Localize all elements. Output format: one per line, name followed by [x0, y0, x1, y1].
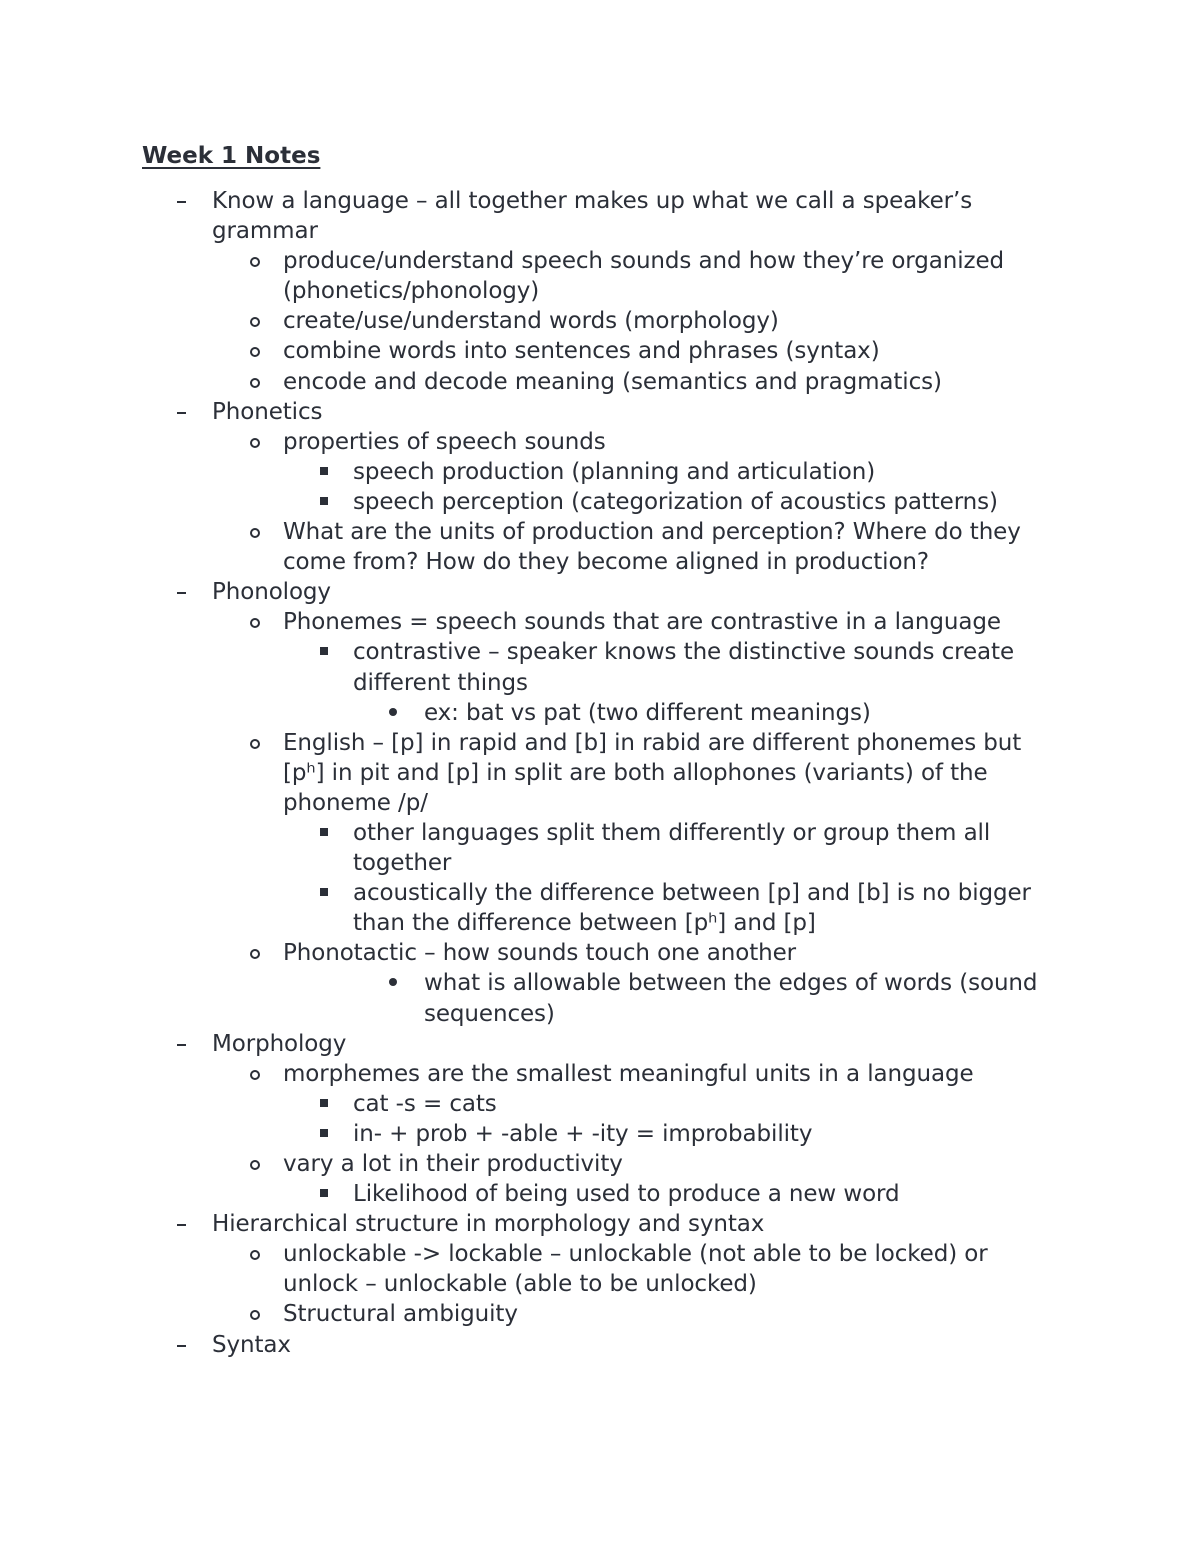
list-item-text: speech perception (categorization of acoustics patterns) [353, 488, 998, 515]
list-item-text: properties of speech sounds [283, 428, 606, 455]
list-item-text: combine words into sentences and phrases (syntax) [283, 338, 880, 365]
notes-outline [0, 186, 1200, 1360]
list-item [0, 577, 1200, 607]
list-item [0, 938, 1200, 968]
list-item-text: Phonemes = speech sounds that are contrastive in a language [283, 609, 1001, 636]
list-item-text: Phonotactic – how sounds touch one another [283, 940, 797, 967]
list-item-text: what is allowable between the edges of words (sound sequences) [424, 970, 1038, 1027]
list-item-text: in- + prob + -able + -ity = improbability [353, 1120, 813, 1147]
list-item-text: ex: bat vs pat (two different meanings) [424, 699, 871, 726]
list-item-text: Phonetics [212, 398, 323, 425]
list-item-text: What are the units of production and perception? Where do they come from? How do they become aligned in production? [283, 519, 1021, 576]
list-item-text: morphemes are the smallest meaningful units in a language [283, 1060, 974, 1087]
list-item-text: encode and decode meaning (semantics and pragmatics) [283, 368, 942, 395]
list-item [0, 1089, 1200, 1119]
list-item [0, 186, 1200, 246]
list-item [0, 1209, 1200, 1239]
list-item-text: speech production (planning and articulation) [353, 458, 876, 485]
list-item-text: other languages split them differently or group them all together [353, 819, 991, 877]
list-item [0, 1330, 1200, 1360]
list-item [0, 306, 1200, 336]
list-item-text: Structural ambiguity [283, 1301, 518, 1328]
list-item [0, 1059, 1200, 1089]
list-item [0, 517, 1200, 577]
list-item-text: vary a lot in their productivity [283, 1151, 623, 1177]
list-item-text: acoustically the difference between [p] and [b] is no bigger than the difference between [pʰ] and [p] [353, 880, 1031, 937]
list-item-text: Likelihood of being used to produce a new word [353, 1181, 900, 1208]
page-title: Week 1 Notes [142, 143, 321, 169]
list-item [0, 1299, 1200, 1329]
list-item [0, 336, 1200, 366]
list-item [0, 637, 1200, 697]
list-item [0, 1179, 1200, 1209]
list-item-text: create/use/understand words (morphology) [283, 308, 779, 335]
list-item [0, 607, 1200, 637]
list-item [0, 728, 1200, 818]
list-item-text: English – [p] in rapid and [b] in rabid are different phonemes but [pʰ] in pit and [p] in split are both allophones (variants) of the phoneme /p/ [283, 729, 1022, 816]
list-item-text: cat -s = cats [353, 1090, 497, 1117]
list-item [0, 487, 1200, 517]
list-item-text: Hierarchical structure in morphology and syntax [212, 1211, 765, 1238]
list-item [0, 878, 1200, 938]
list-item-text: unlockable -> lockable – unlockable (not able to be locked) or unlock – unlockable (able to be unlocked) [283, 1241, 988, 1298]
list-item-text: contrastive – speaker knows the distinctive sounds create different things [353, 639, 1015, 696]
list-item [0, 1149, 1200, 1179]
list-item-text: produce/understand speech sounds and how they’re organized (phonetics/phonology) [283, 248, 1005, 305]
list-item [0, 367, 1200, 397]
list-item [0, 1029, 1200, 1059]
list-item-text: Morphology [212, 1030, 347, 1057]
list-item [0, 397, 1200, 427]
list-item [0, 246, 1200, 306]
list-item-text: Phonology [212, 579, 331, 606]
list-item-text: Syntax [212, 1331, 291, 1358]
list-item-text: Know a language – all together makes up what we call a speaker’s grammar [212, 188, 973, 245]
list-item [0, 1239, 1200, 1299]
list-item [0, 427, 1200, 457]
list-item [0, 818, 1200, 878]
list-item [0, 698, 1200, 728]
list-item [0, 457, 1200, 487]
list-item [0, 968, 1200, 1028]
list-item [0, 1119, 1200, 1149]
